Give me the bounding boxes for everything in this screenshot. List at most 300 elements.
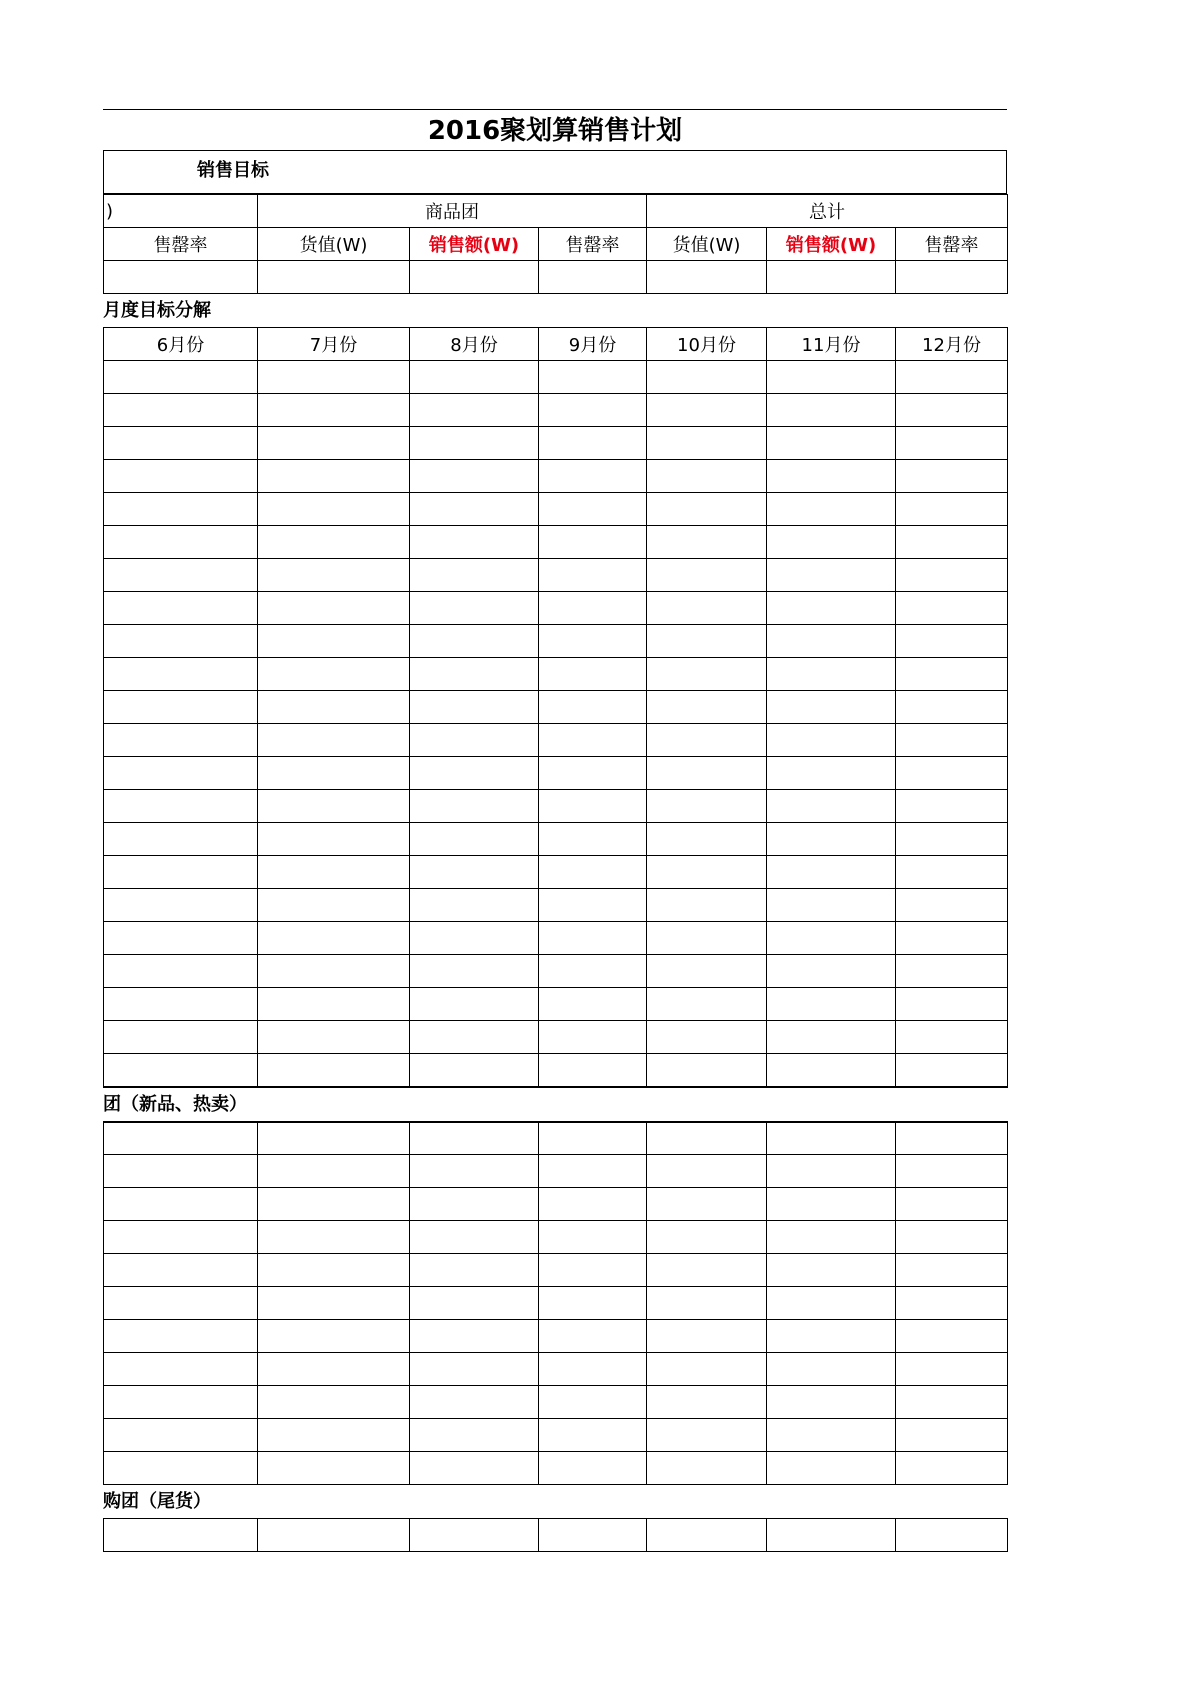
input-cell[interactable] <box>896 922 1008 955</box>
input-cell[interactable] <box>410 1452 539 1485</box>
input-cell[interactable] <box>410 460 539 493</box>
input-cell[interactable] <box>539 1419 647 1452</box>
input-cell[interactable] <box>104 1155 258 1188</box>
input-cell[interactable] <box>647 1054 767 1087</box>
input-cell[interactable] <box>410 823 539 856</box>
input-cell[interactable] <box>896 889 1008 922</box>
input-cell[interactable] <box>104 460 258 493</box>
input-cell[interactable] <box>104 658 258 691</box>
table-row <box>104 526 1008 559</box>
table-row <box>104 1221 1008 1254</box>
input-cell[interactable] <box>896 757 1008 790</box>
input-cell[interactable] <box>647 790 767 823</box>
input-cell[interactable] <box>767 361 896 394</box>
group-tail-table <box>103 1518 1008 1552</box>
input-cell[interactable] <box>410 757 539 790</box>
sales-target-heading: 销售目标 <box>103 151 1007 194</box>
input-cell[interactable] <box>410 922 539 955</box>
input-cell[interactable] <box>258 691 410 724</box>
input-cell[interactable] <box>767 988 896 1021</box>
input-cell[interactable] <box>647 1353 767 1386</box>
input-cell[interactable] <box>896 1221 1008 1254</box>
table-row <box>104 1419 1008 1452</box>
input-cell[interactable] <box>896 559 1008 592</box>
input-cell[interactable] <box>258 988 410 1021</box>
input-cell[interactable] <box>647 526 767 559</box>
input-cell[interactable] <box>410 493 539 526</box>
input-cell[interactable] <box>104 724 258 757</box>
input-cell[interactable] <box>104 988 258 1021</box>
input-cell[interactable] <box>896 724 1008 757</box>
input-cell[interactable] <box>410 427 539 460</box>
input-cell[interactable] <box>258 922 410 955</box>
input-cell[interactable] <box>104 625 258 658</box>
table-row <box>104 1353 1008 1386</box>
input-cell[interactable] <box>410 592 539 625</box>
table-row <box>104 790 1008 823</box>
input-cell[interactable] <box>647 361 767 394</box>
input-cell[interactable] <box>647 559 767 592</box>
input-cell[interactable] <box>767 1386 896 1419</box>
input-cell[interactable] <box>539 493 647 526</box>
table-row <box>104 1287 1008 1320</box>
input-cell[interactable] <box>767 1519 896 1552</box>
input-cell[interactable] <box>410 394 539 427</box>
input-cell[interactable] <box>896 988 1008 1021</box>
input-cell[interactable] <box>647 1254 767 1287</box>
input-cell[interactable] <box>896 1021 1008 1054</box>
table-row <box>104 1452 1008 1485</box>
table-row <box>104 394 1008 427</box>
group-header-cell: 总计 <box>647 195 1008 228</box>
input-cell[interactable] <box>258 1054 410 1087</box>
month-header: 6月份 <box>104 328 258 361</box>
input-cell[interactable] <box>647 427 767 460</box>
input-cell[interactable] <box>896 493 1008 526</box>
input-cell[interactable] <box>104 790 258 823</box>
input-cell[interactable] <box>539 427 647 460</box>
input-cell[interactable] <box>258 856 410 889</box>
input-cell[interactable] <box>767 526 896 559</box>
input-cell[interactable] <box>410 1188 539 1221</box>
input-cell[interactable] <box>647 493 767 526</box>
table-row <box>104 889 1008 922</box>
input-cell[interactable] <box>410 559 539 592</box>
input-cell[interactable] <box>647 394 767 427</box>
input-cell[interactable] <box>767 790 896 823</box>
input-cell[interactable] <box>767 1353 896 1386</box>
input-cell[interactable] <box>104 1188 258 1221</box>
input-cell[interactable] <box>410 1221 539 1254</box>
input-cell[interactable] <box>104 757 258 790</box>
input-cell[interactable] <box>647 955 767 988</box>
column-header: 货值(W) <box>258 228 410 261</box>
table-row <box>104 988 1008 1021</box>
input-cell[interactable] <box>896 1054 1008 1087</box>
column-header: 售罄率 <box>539 228 647 261</box>
input-cell[interactable] <box>258 526 410 559</box>
input-cell[interactable] <box>539 1353 647 1386</box>
input-cell[interactable] <box>410 889 539 922</box>
input-cell[interactable] <box>410 856 539 889</box>
table-row <box>104 1320 1008 1353</box>
table-row <box>104 1254 1008 1287</box>
input-cell[interactable] <box>104 427 258 460</box>
input-cell[interactable] <box>410 1287 539 1320</box>
input-cell[interactable] <box>104 922 258 955</box>
input-cell[interactable] <box>896 1519 1008 1552</box>
input-cell[interactable] <box>258 790 410 823</box>
input-cell[interactable] <box>767 394 896 427</box>
input-cell[interactable] <box>258 1122 410 1155</box>
input-cell[interactable] <box>258 361 410 394</box>
table-row <box>104 261 1008 294</box>
input-cell[interactable] <box>104 1221 258 1254</box>
input-cell[interactable] <box>767 1188 896 1221</box>
table-row <box>104 493 1008 526</box>
input-cell[interactable] <box>258 460 410 493</box>
column-header-row <box>104 228 1008 261</box>
input-cell[interactable] <box>104 1320 258 1353</box>
month-header: 10月份 <box>647 328 767 361</box>
input-cell[interactable] <box>896 1353 1008 1386</box>
input-cell[interactable] <box>258 889 410 922</box>
input-cell[interactable] <box>896 1122 1008 1155</box>
input-cell[interactable] <box>896 592 1008 625</box>
input-cell[interactable] <box>258 493 410 526</box>
input-cell[interactable] <box>104 526 258 559</box>
input-cell[interactable] <box>896 790 1008 823</box>
input-cell[interactable] <box>896 1155 1008 1188</box>
table-row <box>104 559 1008 592</box>
input-cell[interactable] <box>767 1320 896 1353</box>
table-row <box>104 592 1008 625</box>
table-row <box>104 1054 1008 1087</box>
input-cell[interactable] <box>539 1221 647 1254</box>
input-cell[interactable] <box>104 889 258 922</box>
input-cell[interactable] <box>410 1519 539 1552</box>
input-cell[interactable] <box>258 724 410 757</box>
input-cell[interactable] <box>539 1254 647 1287</box>
input-cell[interactable] <box>539 1122 647 1155</box>
input-cell[interactable] <box>258 261 410 294</box>
input-cell[interactable] <box>896 1419 1008 1452</box>
input-cell[interactable] <box>258 559 410 592</box>
input-cell[interactable] <box>647 1188 767 1221</box>
input-cell[interactable] <box>410 1320 539 1353</box>
input-cell[interactable] <box>539 625 647 658</box>
input-cell[interactable] <box>258 1254 410 1287</box>
input-cell[interactable] <box>410 526 539 559</box>
input-cell[interactable] <box>539 1320 647 1353</box>
column-header: 售罄率 <box>896 228 1008 261</box>
input-cell[interactable] <box>104 1353 258 1386</box>
input-cell[interactable] <box>539 1519 647 1552</box>
input-cell[interactable] <box>539 1021 647 1054</box>
table-row <box>104 1122 1008 1155</box>
input-cell[interactable] <box>258 823 410 856</box>
input-cell[interactable] <box>539 955 647 988</box>
group-new-table <box>103 1121 1008 1486</box>
input-cell[interactable] <box>258 1287 410 1320</box>
table-row <box>104 625 1008 658</box>
input-cell[interactable] <box>104 559 258 592</box>
input-cell[interactable] <box>258 757 410 790</box>
input-cell[interactable] <box>539 988 647 1021</box>
input-cell[interactable] <box>104 1519 258 1552</box>
input-cell[interactable] <box>647 922 767 955</box>
input-cell[interactable] <box>767 625 896 658</box>
input-cell[interactable] <box>647 757 767 790</box>
input-cell[interactable] <box>539 856 647 889</box>
input-cell[interactable] <box>258 1221 410 1254</box>
input-cell[interactable] <box>647 460 767 493</box>
input-cell[interactable] <box>258 1419 410 1452</box>
input-cell[interactable] <box>647 1021 767 1054</box>
input-cell[interactable] <box>539 361 647 394</box>
input-cell[interactable] <box>410 1021 539 1054</box>
input-cell[interactable] <box>539 1287 647 1320</box>
input-cell[interactable] <box>539 790 647 823</box>
monthly-table <box>103 327 1008 1088</box>
input-cell[interactable] <box>647 1155 767 1188</box>
input-cell[interactable] <box>767 856 896 889</box>
month-header: 7月份 <box>258 328 410 361</box>
input-cell[interactable] <box>410 955 539 988</box>
input-cell[interactable] <box>767 261 896 294</box>
input-cell[interactable] <box>104 493 258 526</box>
input-cell[interactable] <box>104 1386 258 1419</box>
input-cell[interactable] <box>410 361 539 394</box>
input-cell[interactable] <box>896 856 1008 889</box>
input-cell[interactable] <box>258 394 410 427</box>
input-cell[interactable] <box>104 1122 258 1155</box>
input-cell[interactable] <box>767 1419 896 1452</box>
input-cell[interactable] <box>539 889 647 922</box>
input-cell[interactable] <box>896 1287 1008 1320</box>
input-cell[interactable] <box>647 988 767 1021</box>
input-cell[interactable] <box>539 526 647 559</box>
group-header-row <box>104 195 1008 228</box>
input-cell[interactable] <box>104 1254 258 1287</box>
input-cell[interactable] <box>539 724 647 757</box>
input-cell[interactable] <box>767 460 896 493</box>
input-cell[interactable] <box>767 559 896 592</box>
input-cell[interactable] <box>258 1188 410 1221</box>
input-cell[interactable] <box>258 955 410 988</box>
input-cell[interactable] <box>258 1386 410 1419</box>
input-cell[interactable] <box>896 1254 1008 1287</box>
input-cell[interactable] <box>647 1419 767 1452</box>
input-cell[interactable] <box>258 1320 410 1353</box>
input-cell[interactable] <box>410 1353 539 1386</box>
input-cell[interactable] <box>258 658 410 691</box>
input-cell[interactable] <box>647 1519 767 1552</box>
input-cell[interactable] <box>896 261 1008 294</box>
input-cell[interactable] <box>896 691 1008 724</box>
input-cell[interactable] <box>410 1386 539 1419</box>
input-cell[interactable] <box>647 1122 767 1155</box>
input-cell[interactable] <box>539 691 647 724</box>
input-cell[interactable] <box>647 724 767 757</box>
input-cell[interactable] <box>539 1155 647 1188</box>
monthly-heading: 月度目标分解 <box>103 300 211 321</box>
column-header-highlight: 销售额(W) <box>410 228 539 261</box>
sales-target-table <box>103 194 1008 294</box>
title-text: 2016聚划算销售计划 <box>427 116 683 146</box>
column-header: 售罄率 <box>104 228 258 261</box>
input-cell[interactable] <box>104 1452 258 1485</box>
table-row <box>104 1386 1008 1419</box>
input-cell[interactable] <box>896 823 1008 856</box>
input-cell[interactable] <box>767 1054 896 1087</box>
input-cell[interactable] <box>767 922 896 955</box>
input-cell[interactable] <box>896 427 1008 460</box>
input-cell[interactable] <box>258 625 410 658</box>
input-cell[interactable] <box>767 658 896 691</box>
input-cell[interactable] <box>539 1452 647 1485</box>
input-cell[interactable] <box>539 261 647 294</box>
input-cell[interactable] <box>410 625 539 658</box>
input-cell[interactable] <box>647 1287 767 1320</box>
input-cell[interactable] <box>767 889 896 922</box>
input-cell[interactable] <box>896 460 1008 493</box>
table-row <box>104 955 1008 988</box>
input-cell[interactable] <box>410 1155 539 1188</box>
input-cell[interactable] <box>647 658 767 691</box>
input-cell[interactable] <box>104 1419 258 1452</box>
input-cell[interactable] <box>539 559 647 592</box>
input-cell[interactable] <box>410 1054 539 1087</box>
group-new-heading: 团（新品、热卖） <box>103 1093 247 1115</box>
input-cell[interactable] <box>104 1021 258 1054</box>
input-cell[interactable] <box>767 955 896 988</box>
table-row <box>104 724 1008 757</box>
input-cell[interactable] <box>896 955 1008 988</box>
input-cell[interactable] <box>896 1386 1008 1419</box>
input-cell[interactable] <box>767 757 896 790</box>
input-cell[interactable] <box>539 757 647 790</box>
input-cell[interactable] <box>647 889 767 922</box>
input-cell[interactable] <box>647 691 767 724</box>
input-cell[interactable] <box>410 1419 539 1452</box>
input-cell[interactable] <box>104 955 258 988</box>
input-cell[interactable] <box>767 1221 896 1254</box>
input-cell[interactable] <box>647 592 767 625</box>
table-row <box>104 427 1008 460</box>
input-cell[interactable] <box>410 691 539 724</box>
month-header: 8月份 <box>410 328 539 361</box>
input-cell[interactable] <box>647 823 767 856</box>
group-tail-heading: 购团（尾货） <box>103 1491 211 1512</box>
input-cell[interactable] <box>647 856 767 889</box>
month-header: 12月份 <box>896 328 1008 361</box>
input-cell[interactable] <box>647 1221 767 1254</box>
input-cell[interactable] <box>767 592 896 625</box>
input-cell[interactable] <box>258 427 410 460</box>
input-cell[interactable] <box>258 1155 410 1188</box>
input-cell[interactable] <box>896 394 1008 427</box>
group-header-cell: ) <box>104 195 258 228</box>
input-cell[interactable] <box>104 1054 258 1087</box>
input-cell[interactable] <box>647 1320 767 1353</box>
input-cell[interactable] <box>896 526 1008 559</box>
input-cell[interactable] <box>410 1122 539 1155</box>
input-cell[interactable] <box>767 724 896 757</box>
month-header: 9月份 <box>539 328 647 361</box>
input-cell[interactable] <box>258 1452 410 1485</box>
column-header: 货值(W) <box>647 228 767 261</box>
input-cell[interactable] <box>647 261 767 294</box>
input-cell[interactable] <box>767 1122 896 1155</box>
input-cell[interactable] <box>410 988 539 1021</box>
month-header-row <box>104 328 1008 361</box>
input-cell[interactable] <box>896 625 1008 658</box>
input-cell[interactable] <box>896 1320 1008 1353</box>
table-row <box>104 1021 1008 1054</box>
input-cell[interactable] <box>767 823 896 856</box>
input-cell[interactable] <box>104 823 258 856</box>
input-cell[interactable] <box>539 394 647 427</box>
input-cell[interactable] <box>767 1021 896 1054</box>
input-cell[interactable] <box>258 592 410 625</box>
input-cell[interactable] <box>767 1254 896 1287</box>
input-cell[interactable] <box>767 427 896 460</box>
input-cell[interactable] <box>258 1353 410 1386</box>
input-cell[interactable] <box>258 1519 410 1552</box>
input-cell[interactable] <box>896 1188 1008 1221</box>
input-cell[interactable] <box>539 922 647 955</box>
input-cell[interactable] <box>410 658 539 691</box>
input-cell[interactable] <box>767 691 896 724</box>
input-cell[interactable] <box>539 823 647 856</box>
input-cell[interactable] <box>539 1386 647 1419</box>
input-cell[interactable] <box>104 361 258 394</box>
input-cell[interactable] <box>104 261 258 294</box>
table-row <box>104 691 1008 724</box>
input-cell[interactable] <box>539 460 647 493</box>
input-cell[interactable] <box>767 1287 896 1320</box>
input-cell[interactable] <box>647 1452 767 1485</box>
input-cell[interactable] <box>767 493 896 526</box>
input-cell[interactable] <box>539 658 647 691</box>
sales-plan-sheet <box>103 109 1007 1552</box>
input-cell[interactable] <box>104 394 258 427</box>
input-cell[interactable] <box>539 1188 647 1221</box>
input-cell[interactable] <box>767 1452 896 1485</box>
input-cell[interactable] <box>410 790 539 823</box>
input-cell[interactable] <box>896 361 1008 394</box>
input-cell[interactable] <box>410 261 539 294</box>
table-row <box>104 460 1008 493</box>
input-cell[interactable] <box>104 592 258 625</box>
input-cell[interactable] <box>767 1155 896 1188</box>
table-row <box>104 856 1008 889</box>
input-cell[interactable] <box>104 1287 258 1320</box>
input-cell[interactable] <box>104 691 258 724</box>
input-cell[interactable] <box>258 1021 410 1054</box>
input-cell[interactable] <box>410 724 539 757</box>
input-cell[interactable] <box>896 1452 1008 1485</box>
input-cell[interactable] <box>539 592 647 625</box>
input-cell[interactable] <box>896 658 1008 691</box>
input-cell[interactable] <box>647 1386 767 1419</box>
table-row <box>104 361 1008 394</box>
input-cell[interactable] <box>104 856 258 889</box>
input-cell[interactable] <box>647 625 767 658</box>
input-cell[interactable] <box>539 1054 647 1087</box>
input-cell[interactable] <box>410 1254 539 1287</box>
